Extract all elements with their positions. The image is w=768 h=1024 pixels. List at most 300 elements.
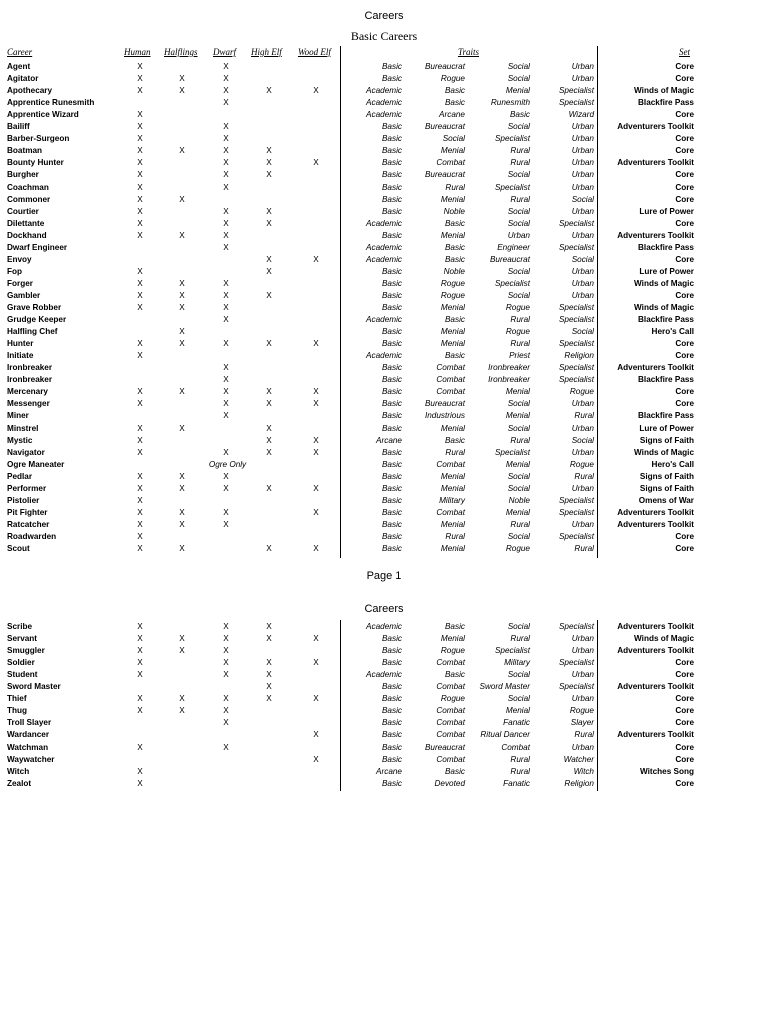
- set-name: Core: [675, 194, 694, 204]
- career-name: Pedlar: [7, 471, 33, 481]
- trait-3: Specialist: [494, 646, 530, 656]
- trait-1: Academic: [366, 670, 402, 680]
- mark-high-elf: X: [266, 447, 272, 457]
- trait-2: Menial: [440, 634, 465, 644]
- mark-halfling: X: [179, 303, 185, 312]
- mark-high-elf: X: [266, 622, 272, 631]
- mark-high-elf: X: [266, 694, 272, 704]
- trait-1: Basic: [381, 778, 402, 788]
- trait-3: Ritual Dancer: [480, 730, 530, 740]
- mark-high-elf: X: [266, 206, 272, 216]
- table-row: [0, 645, 768, 657]
- mark-wood-elf: X: [313, 658, 319, 668]
- trait-1: Basic: [381, 634, 402, 644]
- set-name: Core: [675, 170, 694, 180]
- mark-high-elf: X: [266, 634, 272, 644]
- mark-halfling: X: [179, 423, 185, 433]
- mark-halfling: X: [179, 544, 185, 553]
- career-name: Zealot: [7, 778, 32, 788]
- mark-dwarf: X: [223, 411, 229, 421]
- mark-dwarf: X: [223, 242, 229, 252]
- trait-2: Menial: [440, 194, 465, 204]
- career-name: Messenger: [7, 399, 50, 409]
- trait-3: Runesmith: [490, 98, 530, 108]
- mark-dwarf: X: [223, 146, 229, 156]
- table-row: [0, 410, 768, 422]
- mark-human: X: [137, 134, 143, 144]
- table-row: [0, 519, 768, 531]
- trait-4: Social: [571, 194, 594, 204]
- career-name: Smuggler: [7, 646, 45, 656]
- trait-3: Menial: [505, 411, 530, 421]
- mark-dwarf: X: [223, 706, 229, 716]
- mark-wood-elf: X: [313, 158, 319, 168]
- trait-3: Social: [507, 170, 530, 180]
- table-row: [0, 705, 768, 717]
- mark-halfling: X: [179, 327, 185, 337]
- trait-4: Urban: [571, 170, 594, 180]
- set-name: Core: [675, 146, 694, 156]
- mark-dwarf: X: [223, 519, 229, 529]
- mark-dwarf: X: [223, 694, 229, 704]
- table-row: [0, 471, 768, 483]
- trait-3: Rural: [510, 339, 530, 349]
- mark-wood-elf: X: [313, 387, 319, 397]
- trait-3: Specialist: [494, 278, 530, 288]
- mark-human: X: [137, 86, 143, 96]
- table-row: [0, 206, 768, 218]
- set-name: Core: [675, 339, 694, 349]
- mark-human: X: [137, 706, 143, 716]
- set-name: Signs of Faith: [639, 471, 694, 481]
- mark-dwarf: X: [223, 315, 229, 325]
- mark-halfling: X: [179, 646, 185, 656]
- mark-high-elf: X: [266, 544, 272, 553]
- trait-1: Basic: [381, 194, 402, 204]
- mark-human: X: [137, 447, 143, 457]
- set-name: Core: [675, 778, 694, 788]
- mark-dwarf: X: [223, 742, 229, 752]
- table-row: [0, 633, 768, 645]
- mark-dwarf: X: [223, 74, 229, 84]
- trait-3: Rogue: [505, 303, 530, 312]
- career-name: Agent: [7, 62, 31, 71]
- set-name: Witches Song: [639, 766, 694, 776]
- trait-1: Basic: [381, 303, 402, 312]
- trait-1: Basic: [381, 495, 402, 505]
- trait-1: Basic: [381, 471, 402, 481]
- trait-3: Specialist: [494, 447, 530, 457]
- trait-3: Social: [507, 471, 530, 481]
- trait-2: Arcane: [439, 110, 465, 120]
- trait-4: Urban: [571, 646, 594, 656]
- trait-4: Specialist: [558, 495, 594, 505]
- set-name: Winds of Magic: [634, 278, 694, 288]
- trait-4: Religion: [564, 778, 594, 788]
- trait-2: Combat: [436, 363, 465, 373]
- career-name: Initiate: [7, 351, 34, 361]
- trait-4: Rural: [574, 471, 594, 481]
- mark-dwarf: X: [223, 507, 229, 517]
- trait-3: Social: [507, 290, 530, 300]
- set-name: Adventurers Toolkit: [617, 519, 694, 529]
- table-row: [0, 386, 768, 398]
- table-row: [0, 693, 768, 705]
- table-row: [0, 218, 768, 230]
- trait-3: Social: [507, 622, 530, 631]
- mark-wood-elf: X: [313, 435, 319, 445]
- set-name: Adventurers Toolkit: [617, 646, 694, 656]
- set-name: Core: [675, 218, 694, 228]
- mark-human: X: [137, 206, 143, 216]
- set-name: Signs of Faith: [639, 435, 694, 445]
- mark-human: X: [137, 766, 143, 776]
- trait-3: Menial: [505, 459, 530, 469]
- trait-4: Urban: [571, 182, 594, 192]
- trait-3: Social: [507, 694, 530, 704]
- set-name: Core: [675, 531, 694, 541]
- mark-human: X: [137, 634, 143, 644]
- set-name: Blackfire Pass: [638, 98, 694, 108]
- trait-4: Specialist: [558, 315, 594, 325]
- mark-high-elf: X: [266, 170, 272, 180]
- mark-high-elf: X: [266, 387, 272, 397]
- trait-1: Basic: [381, 230, 402, 240]
- mark-human: X: [137, 435, 143, 445]
- mark-dwarf: X: [223, 182, 229, 192]
- mark-high-elf: X: [266, 218, 272, 228]
- table-row: [0, 717, 768, 729]
- col-career: Career: [7, 47, 33, 57]
- career-name: Dwarf Engineer: [7, 242, 68, 252]
- trait-2: Basic: [444, 254, 465, 264]
- trait-3: Social: [507, 483, 530, 493]
- trait-3: Social: [507, 531, 530, 541]
- career-name: Watchman: [7, 742, 49, 752]
- set-name: Adventurers Toolkit: [617, 363, 694, 373]
- trait-3: Military: [504, 658, 530, 668]
- mark-dwarf: X: [223, 86, 229, 96]
- trait-2: Rogue: [440, 74, 465, 84]
- table-row: [0, 669, 768, 681]
- table-row: [0, 657, 768, 669]
- trait-4: Specialist: [558, 682, 594, 692]
- trait-2: Combat: [436, 375, 465, 385]
- mark-dwarf: X: [223, 230, 229, 240]
- trait-1: Basic: [381, 682, 402, 692]
- trait-1: Academic: [366, 98, 402, 108]
- trait-4: Specialist: [558, 218, 594, 228]
- trait-1: Basic: [381, 387, 402, 397]
- mark-human: X: [137, 495, 143, 505]
- trait-3: Rural: [510, 435, 530, 445]
- table-row: [0, 290, 768, 302]
- trait-1: Basic: [381, 507, 402, 517]
- trait-1: Academic: [366, 254, 402, 264]
- trait-1: Basic: [381, 266, 402, 276]
- mark-high-elf: X: [266, 670, 272, 680]
- trait-4: Witch: [573, 766, 594, 776]
- trait-1: Basic: [381, 483, 402, 493]
- mark-high-elf: X: [266, 146, 272, 156]
- trait-2: Rogue: [440, 278, 465, 288]
- trait-2: Basic: [444, 435, 465, 445]
- trait-4: Urban: [571, 519, 594, 529]
- set-name: Lure of Power: [639, 206, 694, 216]
- set-name: Adventurers Toolkit: [617, 158, 694, 168]
- trait-2: Basic: [444, 218, 465, 228]
- set-name: Winds of Magic: [634, 447, 694, 457]
- mark-dwarf: X: [223, 387, 229, 397]
- trait-2: Bureaucrat: [424, 122, 465, 132]
- career-name: Mystic: [7, 435, 33, 445]
- set-name: Signs of Faith: [639, 483, 694, 493]
- set-name: Core: [675, 399, 694, 409]
- set-name: Blackfire Pass: [638, 411, 694, 421]
- mark-dwarf: X: [223, 634, 229, 644]
- mark-dwarf: X: [223, 718, 229, 728]
- trait-3: Rural: [510, 754, 530, 764]
- career-name: Servant: [7, 634, 38, 644]
- mark-wood-elf: X: [313, 730, 319, 740]
- trait-4: Urban: [571, 399, 594, 409]
- mark-human: X: [137, 658, 143, 668]
- career-name: Coachman: [7, 182, 49, 192]
- set-name: Blackfire Pass: [638, 242, 694, 252]
- trait-1: Basic: [381, 447, 402, 457]
- trait-1: Academic: [366, 86, 402, 96]
- set-name: Hero's Call: [651, 327, 694, 337]
- trait-4: Religion: [564, 351, 594, 361]
- set-name: Core: [675, 670, 694, 680]
- set-name: Core: [675, 387, 694, 397]
- trait-1: Basic: [381, 62, 402, 71]
- trait-2: Noble: [443, 266, 465, 276]
- career-name: Ironbreaker: [7, 375, 53, 385]
- career-name: Agitator: [7, 74, 39, 84]
- career-name: Navigator: [7, 447, 45, 457]
- trait-4: Rural: [574, 730, 594, 740]
- trait-2: Devoted: [434, 778, 465, 788]
- table-row: [0, 302, 768, 314]
- career-name: Miner: [7, 411, 29, 421]
- trait-4: Urban: [571, 266, 594, 276]
- trait-1: Academic: [366, 351, 402, 361]
- mark-halfling: X: [179, 290, 185, 300]
- trait-2: Combat: [436, 754, 465, 764]
- career-name: Courtier: [7, 206, 39, 216]
- mark-dwarf: X: [223, 206, 229, 216]
- trait-3: Urban: [507, 230, 530, 240]
- mark-halfling: X: [179, 146, 185, 156]
- mark-dwarf: X: [223, 363, 229, 373]
- trait-2: Menial: [440, 544, 465, 553]
- trait-1: Basic: [381, 423, 402, 433]
- trait-2: Rogue: [440, 646, 465, 656]
- mark-wood-elf: X: [313, 86, 319, 96]
- mark-human: X: [137, 544, 143, 553]
- mark-high-elf: X: [266, 339, 272, 349]
- mark-wood-elf: X: [313, 399, 319, 409]
- mark-halfling: X: [179, 230, 185, 240]
- mark-wood-elf: X: [313, 483, 319, 493]
- trait-1: Academic: [366, 622, 402, 631]
- mark-human: X: [137, 694, 143, 704]
- trait-4: Urban: [571, 694, 594, 704]
- trait-1: Basic: [381, 74, 402, 84]
- mark-halfling: X: [179, 86, 185, 96]
- trait-1: Arcane: [376, 435, 402, 445]
- career-name: Fop: [7, 266, 23, 276]
- mark-human: X: [137, 158, 143, 168]
- mark-wood-elf: X: [313, 544, 319, 553]
- mark-high-elf: X: [266, 254, 272, 264]
- career-name: Commoner: [7, 194, 51, 204]
- mark-dwarf: X: [223, 622, 229, 631]
- table-row: [0, 194, 768, 206]
- trait-1: Basic: [381, 158, 402, 168]
- career-name: Performer: [7, 483, 47, 493]
- mark-dwarf: X: [223, 62, 229, 71]
- trait-2: Combat: [436, 507, 465, 517]
- mark-dwarf: X: [223, 303, 229, 312]
- set-name: Winds of Magic: [634, 86, 694, 96]
- set-name: Core: [675, 718, 694, 728]
- mark-human: X: [137, 230, 143, 240]
- mark-wood-elf: X: [313, 634, 319, 644]
- trait-2: Basic: [444, 351, 465, 361]
- mark-wood-elf: X: [313, 507, 319, 517]
- trait-1: Basic: [381, 459, 402, 469]
- mark-human: X: [137, 742, 143, 752]
- col-halflings: Halflings: [164, 47, 198, 57]
- mark-human: X: [137, 339, 143, 349]
- page-header-2: Careers: [364, 603, 404, 615]
- trait-1: Basic: [381, 658, 402, 668]
- career-name: Bounty Hunter: [7, 158, 64, 168]
- table-row: [0, 85, 768, 97]
- trait-4: Urban: [571, 74, 594, 84]
- trait-3: Rural: [510, 146, 530, 156]
- table-row: [0, 507, 768, 519]
- trait-3: Basic: [509, 110, 530, 120]
- mark-human: X: [137, 303, 143, 312]
- trait-3: Fanatic: [503, 718, 530, 728]
- set-name: Core: [675, 62, 694, 71]
- trait-4: Urban: [571, 278, 594, 288]
- table-row: [0, 483, 768, 495]
- trait-1: Arcane: [376, 766, 402, 776]
- mark-halfling: X: [179, 194, 185, 204]
- set-name: Omens of War: [638, 495, 694, 505]
- trait-3: Social: [507, 266, 530, 276]
- table-row: [0, 435, 768, 447]
- mark-halfling: X: [179, 694, 185, 704]
- set-name: Core: [675, 754, 694, 764]
- trait-1: Basic: [381, 363, 402, 373]
- set-name: Adventurers Toolkit: [617, 507, 694, 517]
- trait-3: Social: [507, 62, 530, 71]
- trait-2: Menial: [440, 483, 465, 493]
- trait-2: Basic: [444, 98, 465, 108]
- trait-4: Urban: [571, 670, 594, 680]
- trait-2: Basic: [444, 315, 465, 325]
- mark-human: X: [137, 62, 143, 71]
- trait-3: Menial: [505, 706, 530, 716]
- mark-dwarf: X: [223, 339, 229, 349]
- career-name: Apprentice Runesmith: [7, 98, 95, 108]
- trait-4: Wizard: [568, 110, 594, 120]
- set-name: Core: [675, 134, 694, 144]
- mark-halfling: X: [179, 74, 185, 84]
- mark-human: X: [137, 483, 143, 493]
- trait-2: Combat: [436, 730, 465, 740]
- table-row: [0, 681, 768, 693]
- trait-4: Specialist: [558, 86, 594, 96]
- career-name: Pit Fighter: [7, 507, 48, 517]
- career-name: Ironbreaker: [7, 363, 53, 373]
- trait-3: Sword Master: [479, 682, 530, 692]
- mark-high-elf: X: [266, 86, 272, 96]
- table-row: [0, 459, 768, 471]
- trait-4: Specialist: [558, 363, 594, 373]
- mark-dwarf: X: [223, 670, 229, 680]
- set-name: Adventurers Toolkit: [617, 682, 694, 692]
- trait-3: Engineer: [497, 242, 530, 252]
- mark-high-elf: X: [266, 483, 272, 493]
- mark-human: X: [137, 110, 143, 120]
- trait-1: Basic: [381, 146, 402, 156]
- career-name: Dockhand: [7, 230, 47, 240]
- trait-1: Basic: [381, 122, 402, 132]
- set-name: Lure of Power: [639, 266, 694, 276]
- set-name: Core: [675, 658, 694, 668]
- mark-wood-elf: X: [313, 754, 319, 764]
- trait-2: Combat: [436, 658, 465, 668]
- career-name: Ogre Maneater: [7, 459, 65, 469]
- set-name: Blackfire Pass: [638, 315, 694, 325]
- career-name: Barber-Surgeon: [7, 134, 70, 144]
- career-name: Waywatcher: [7, 754, 55, 764]
- mark-wood-elf: X: [313, 447, 319, 457]
- mark-high-elf: X: [266, 423, 272, 433]
- mark-dwarf: X: [223, 658, 229, 668]
- mark-human: X: [137, 122, 143, 132]
- mark-high-elf: X: [266, 399, 272, 409]
- trait-4: Slayer: [570, 718, 594, 728]
- trait-1: Academic: [366, 218, 402, 228]
- trait-1: Basic: [381, 718, 402, 728]
- trait-3: Bureaucrat: [489, 254, 530, 264]
- trait-4: Specialist: [558, 339, 594, 349]
- mark-human: X: [137, 74, 143, 84]
- trait-3: Social: [507, 122, 530, 132]
- trait-3: Ironbreaker: [488, 363, 530, 373]
- set-name: Core: [675, 706, 694, 716]
- trait-1: Academic: [366, 315, 402, 325]
- table-row: [0, 362, 768, 374]
- trait-4: Specialist: [558, 507, 594, 517]
- trait-4: Urban: [571, 146, 594, 156]
- trait-1: Basic: [381, 519, 402, 529]
- trait-1: Basic: [381, 327, 402, 337]
- career-name: Burgher: [7, 170, 39, 180]
- trait-4: Urban: [571, 62, 594, 71]
- table-row: [0, 326, 768, 338]
- set-name: Core: [675, 110, 694, 120]
- career-name: Grudge Keeper: [7, 315, 67, 325]
- trait-2: Menial: [440, 327, 465, 337]
